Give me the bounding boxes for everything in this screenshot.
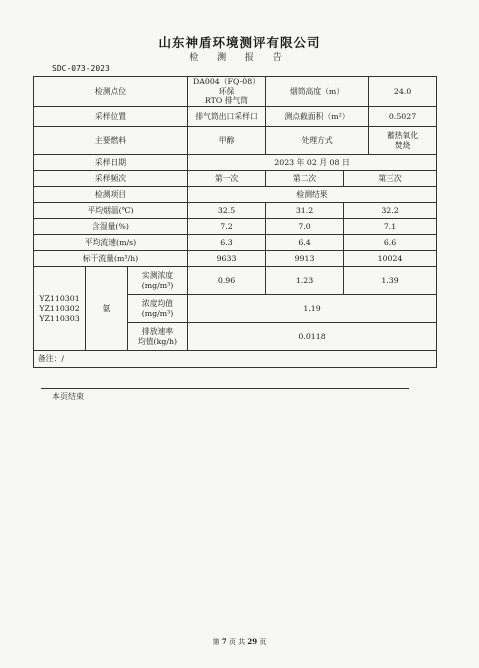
location-label: 采样位置 (34, 107, 188, 127)
value-3: 7.1 (344, 219, 437, 235)
point-value-line1: DA004（FQ-08）环保 (193, 77, 261, 96)
location-value: 排气筒出口采样口 (188, 107, 266, 127)
value-2: 6.4 (266, 235, 344, 251)
value-3: 10024 (344, 251, 437, 267)
sample-ids (34, 267, 86, 351)
row-label: 平均烟温(℃) (34, 203, 188, 219)
remark: 备注：/ (34, 351, 437, 368)
table-row (34, 351, 437, 368)
value-3: 32.2 (344, 203, 437, 219)
rate-label-line1: 排放速率 (141, 326, 174, 336)
method-value (369, 127, 437, 155)
avg-label-line2: (mg/m³) (141, 308, 174, 318)
table-row (34, 235, 437, 251)
page-footer (0, 637, 479, 647)
fuel-value: 甲醇 (188, 127, 266, 155)
value-1: 32.5 (188, 203, 266, 219)
measured-label (128, 267, 188, 295)
frequency-3: 第三次 (344, 171, 437, 187)
table-row (34, 187, 437, 203)
point-value (188, 77, 266, 107)
height-value: 24.0 (369, 77, 437, 107)
table-row (34, 171, 437, 187)
value-1: 9633 (188, 251, 266, 267)
value-3: 6.6 (344, 235, 437, 251)
footer-middle: 页 共 (228, 638, 246, 646)
page-number: 7 (221, 637, 227, 646)
avg-value: 1.19 (188, 295, 437, 323)
row-label: 标干流量(m³/h) (34, 251, 188, 267)
sample-id: YZ110301 (39, 294, 80, 304)
avg-label (128, 295, 188, 323)
area-value: 0.5027 (369, 107, 437, 127)
company-name: 山东神盾环境测评有限公司 (158, 35, 321, 50)
measured-label-line2: (mg/m³) (141, 280, 174, 290)
method-value-line1: 蓄热氧化 (386, 130, 419, 140)
report-title: 检 测 报 告 (189, 53, 290, 63)
point-value-line2: RTO 排气筒 (204, 96, 249, 106)
end-note: 本页结束 (52, 392, 84, 401)
value-2: 9913 (266, 251, 344, 267)
measurement-table (33, 76, 437, 368)
height-label: 烟筒高度（m） (266, 77, 369, 107)
frequency-label: 采样频次 (34, 171, 188, 187)
result-label: 检测结果 (188, 187, 437, 203)
avg-label-line1: 浓度均值 (141, 298, 174, 308)
method-label: 处理方式 (266, 127, 369, 155)
rate-label (128, 323, 188, 351)
row-label: 含湿量(%) (34, 219, 188, 235)
measured-label-line1: 实测浓度 (141, 270, 174, 280)
rate-value: 0.0118 (188, 323, 437, 351)
method-value-line2: 焚烧 (394, 140, 411, 150)
pollutant-name: 氨 (86, 267, 128, 351)
measured-3: 1.39 (344, 267, 437, 295)
table-row (34, 219, 437, 235)
value-1: 6.3 (188, 235, 266, 251)
measured-1: 0.96 (188, 267, 266, 295)
footer-prefix: 第 (212, 638, 220, 646)
measured-2: 1.23 (266, 267, 344, 295)
sample-id: YZ110303 (39, 313, 80, 323)
fuel-label: 主要燃料 (34, 127, 188, 155)
frequency-2: 第二次 (266, 171, 344, 187)
report-number: SDC-073-2023 (52, 64, 110, 73)
table-row (34, 127, 437, 155)
value-2: 7.0 (266, 219, 344, 235)
value-2: 31.2 (266, 203, 344, 219)
divider (41, 388, 409, 389)
page-total: 29 (247, 637, 258, 646)
row-label: 平均流速(m/s) (34, 235, 188, 251)
rate-label-line2: 均值(kg/h) (137, 336, 178, 346)
table-row (34, 155, 437, 171)
area-label: 测点截面积（m²） (266, 107, 369, 127)
table-row (34, 251, 437, 267)
sample-id: YZ110302 (39, 303, 80, 313)
table-row (34, 107, 437, 127)
date-label: 采样日期 (34, 155, 188, 171)
date-value: 2023 年 02 月 08 日 (188, 155, 437, 171)
table-row (34, 203, 437, 219)
item-label: 检测项目 (34, 187, 188, 203)
table-row (34, 77, 437, 107)
footer-suffix: 页 (259, 638, 267, 646)
table-row (34, 267, 437, 295)
frequency-1: 第一次 (188, 171, 266, 187)
point-label: 检测点位 (34, 77, 188, 107)
value-1: 7.2 (188, 219, 266, 235)
